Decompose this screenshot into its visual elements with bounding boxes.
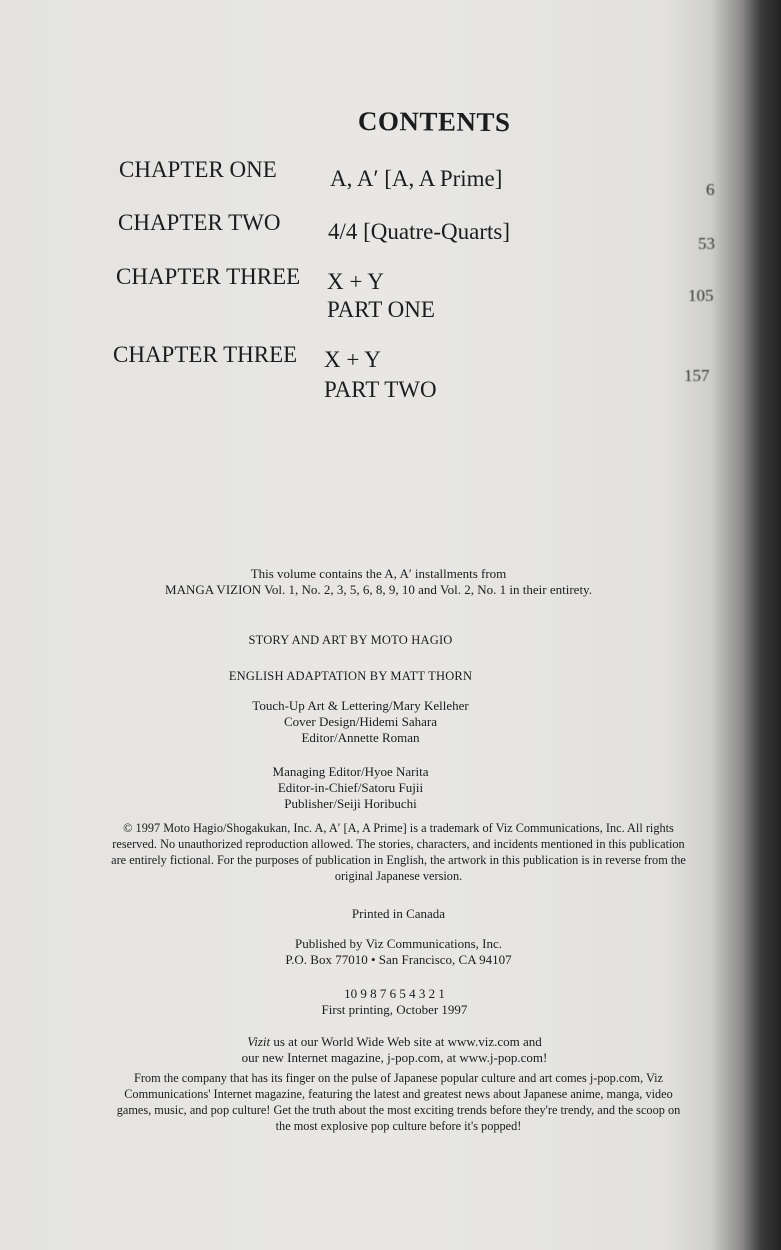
- toc-chapter-label: CHAPTER THREE: [113, 342, 298, 367]
- printed-location: Printed in Canada: [351, 906, 446, 921]
- volume-intro: [0, 566, 769, 598]
- management-credits: [0, 764, 741, 812]
- toc-title-line: PART ONE: [327, 297, 435, 322]
- promo-line: From the company that has its finger on the pulse of Japanese popular culture and art comes j-pop.com, Viz: [133, 1071, 664, 1085]
- credit-line: Managing Editor/Hyoe Narita: [272, 764, 429, 779]
- promo-line: Communications' Internet magazine, featuring the latest and greatest news about Japanese anime, manga, video: [124, 1087, 673, 1101]
- publisher-line: P.O. Box 77010 • San Francisco, CA 94107: [285, 952, 512, 967]
- promo-line: the most explosive pop culture before it's popped!: [275, 1119, 522, 1133]
- toc-page-number: 53: [698, 234, 715, 253]
- copyright-line: reserved. No unauthorized reproduction allowed. The stories, characters, and incidents mentioned in this publication: [112, 837, 685, 851]
- promo-paragraph: [8, 1070, 781, 1134]
- website-line-rest: us at our World Wide Web site at www.viz.com and: [270, 1034, 542, 1049]
- printing-info: [4, 986, 781, 1018]
- website-info: [4, 1034, 781, 1066]
- promo-line: games, music, and pop culture! Get the truth about the most exciting trends before they're trendy, and the scoop on: [116, 1103, 681, 1117]
- toc-page-number: 6: [706, 180, 715, 199]
- copyright-notice: [8, 820, 781, 884]
- toc-title-line: A, A′ [A, A Prime]: [330, 166, 503, 191]
- toc-chapter-label: CHAPTER TWO: [118, 210, 281, 235]
- printing-line: 10 9 8 7 6 5 4 3 2 1: [344, 986, 445, 1001]
- toc-page-number: 157: [684, 366, 710, 385]
- credit-line: Editor/Annette Roman: [301, 730, 420, 745]
- credit-line: Editor-in-Chief/Satoru Fujii: [277, 780, 424, 795]
- vizit-word: Vizit: [247, 1034, 271, 1049]
- intro-line: MANGA VIZION Vol. 1, No. 2, 3, 5, 6, 8, 9, 10 and Vol. 2, No. 1 in their entirety.: [165, 582, 592, 597]
- adaptation-credit: ENGLISH ADAPTATION BY MATT THORN: [228, 669, 473, 683]
- toc-title-line: X + Y: [324, 347, 381, 372]
- copyright-line: original Japanese version.: [334, 869, 463, 883]
- credit-line: Touch-Up Art & Lettering/Mary Kelleher: [252, 698, 469, 713]
- staff-credits: [0, 698, 751, 746]
- toc-title-line: PART TWO: [324, 377, 437, 402]
- toc-chapter-label: CHAPTER ONE: [119, 157, 277, 182]
- intro-line: This volume contains the A, A′ installments from: [250, 566, 507, 581]
- printing-line: First printing, October 1997: [321, 1002, 468, 1017]
- copyright-line: are entirely fictional. For the purposes of publication in English, the artwork in this publication is in reverse from the: [111, 853, 686, 867]
- toc-page-number: 105: [688, 286, 714, 305]
- publisher-line: Published by Viz Communications, Inc.: [295, 936, 502, 951]
- contents-title: CONTENTS: [357, 106, 511, 138]
- toc-title-line: 4/4 [Quatre-Quarts]: [328, 219, 511, 244]
- toc-chapter-label: CHAPTER THREE: [116, 264, 301, 289]
- credit-line: Cover Design/Hidemi Sahara: [283, 714, 438, 729]
- website-line: [4, 1034, 781, 1050]
- publisher-address: [8, 936, 781, 968]
- toc-title-line: X + Y: [327, 269, 384, 294]
- table-of-contents: [0, 0, 781, 420]
- story-art-credit: STORY AND ART BY MOTO HAGIO: [248, 633, 453, 647]
- copyright-line: © 1997 Moto Hagio/Shogakukan, Inc. A, A′ [A, A Prime] is a trademark of Viz Communications, Inc. All rights: [123, 821, 674, 835]
- website-line: our new Internet magazine, j-pop.com, at www.j-pop.com!: [241, 1050, 548, 1065]
- credit-line: Publisher/Seiji Horibuchi: [284, 796, 417, 811]
